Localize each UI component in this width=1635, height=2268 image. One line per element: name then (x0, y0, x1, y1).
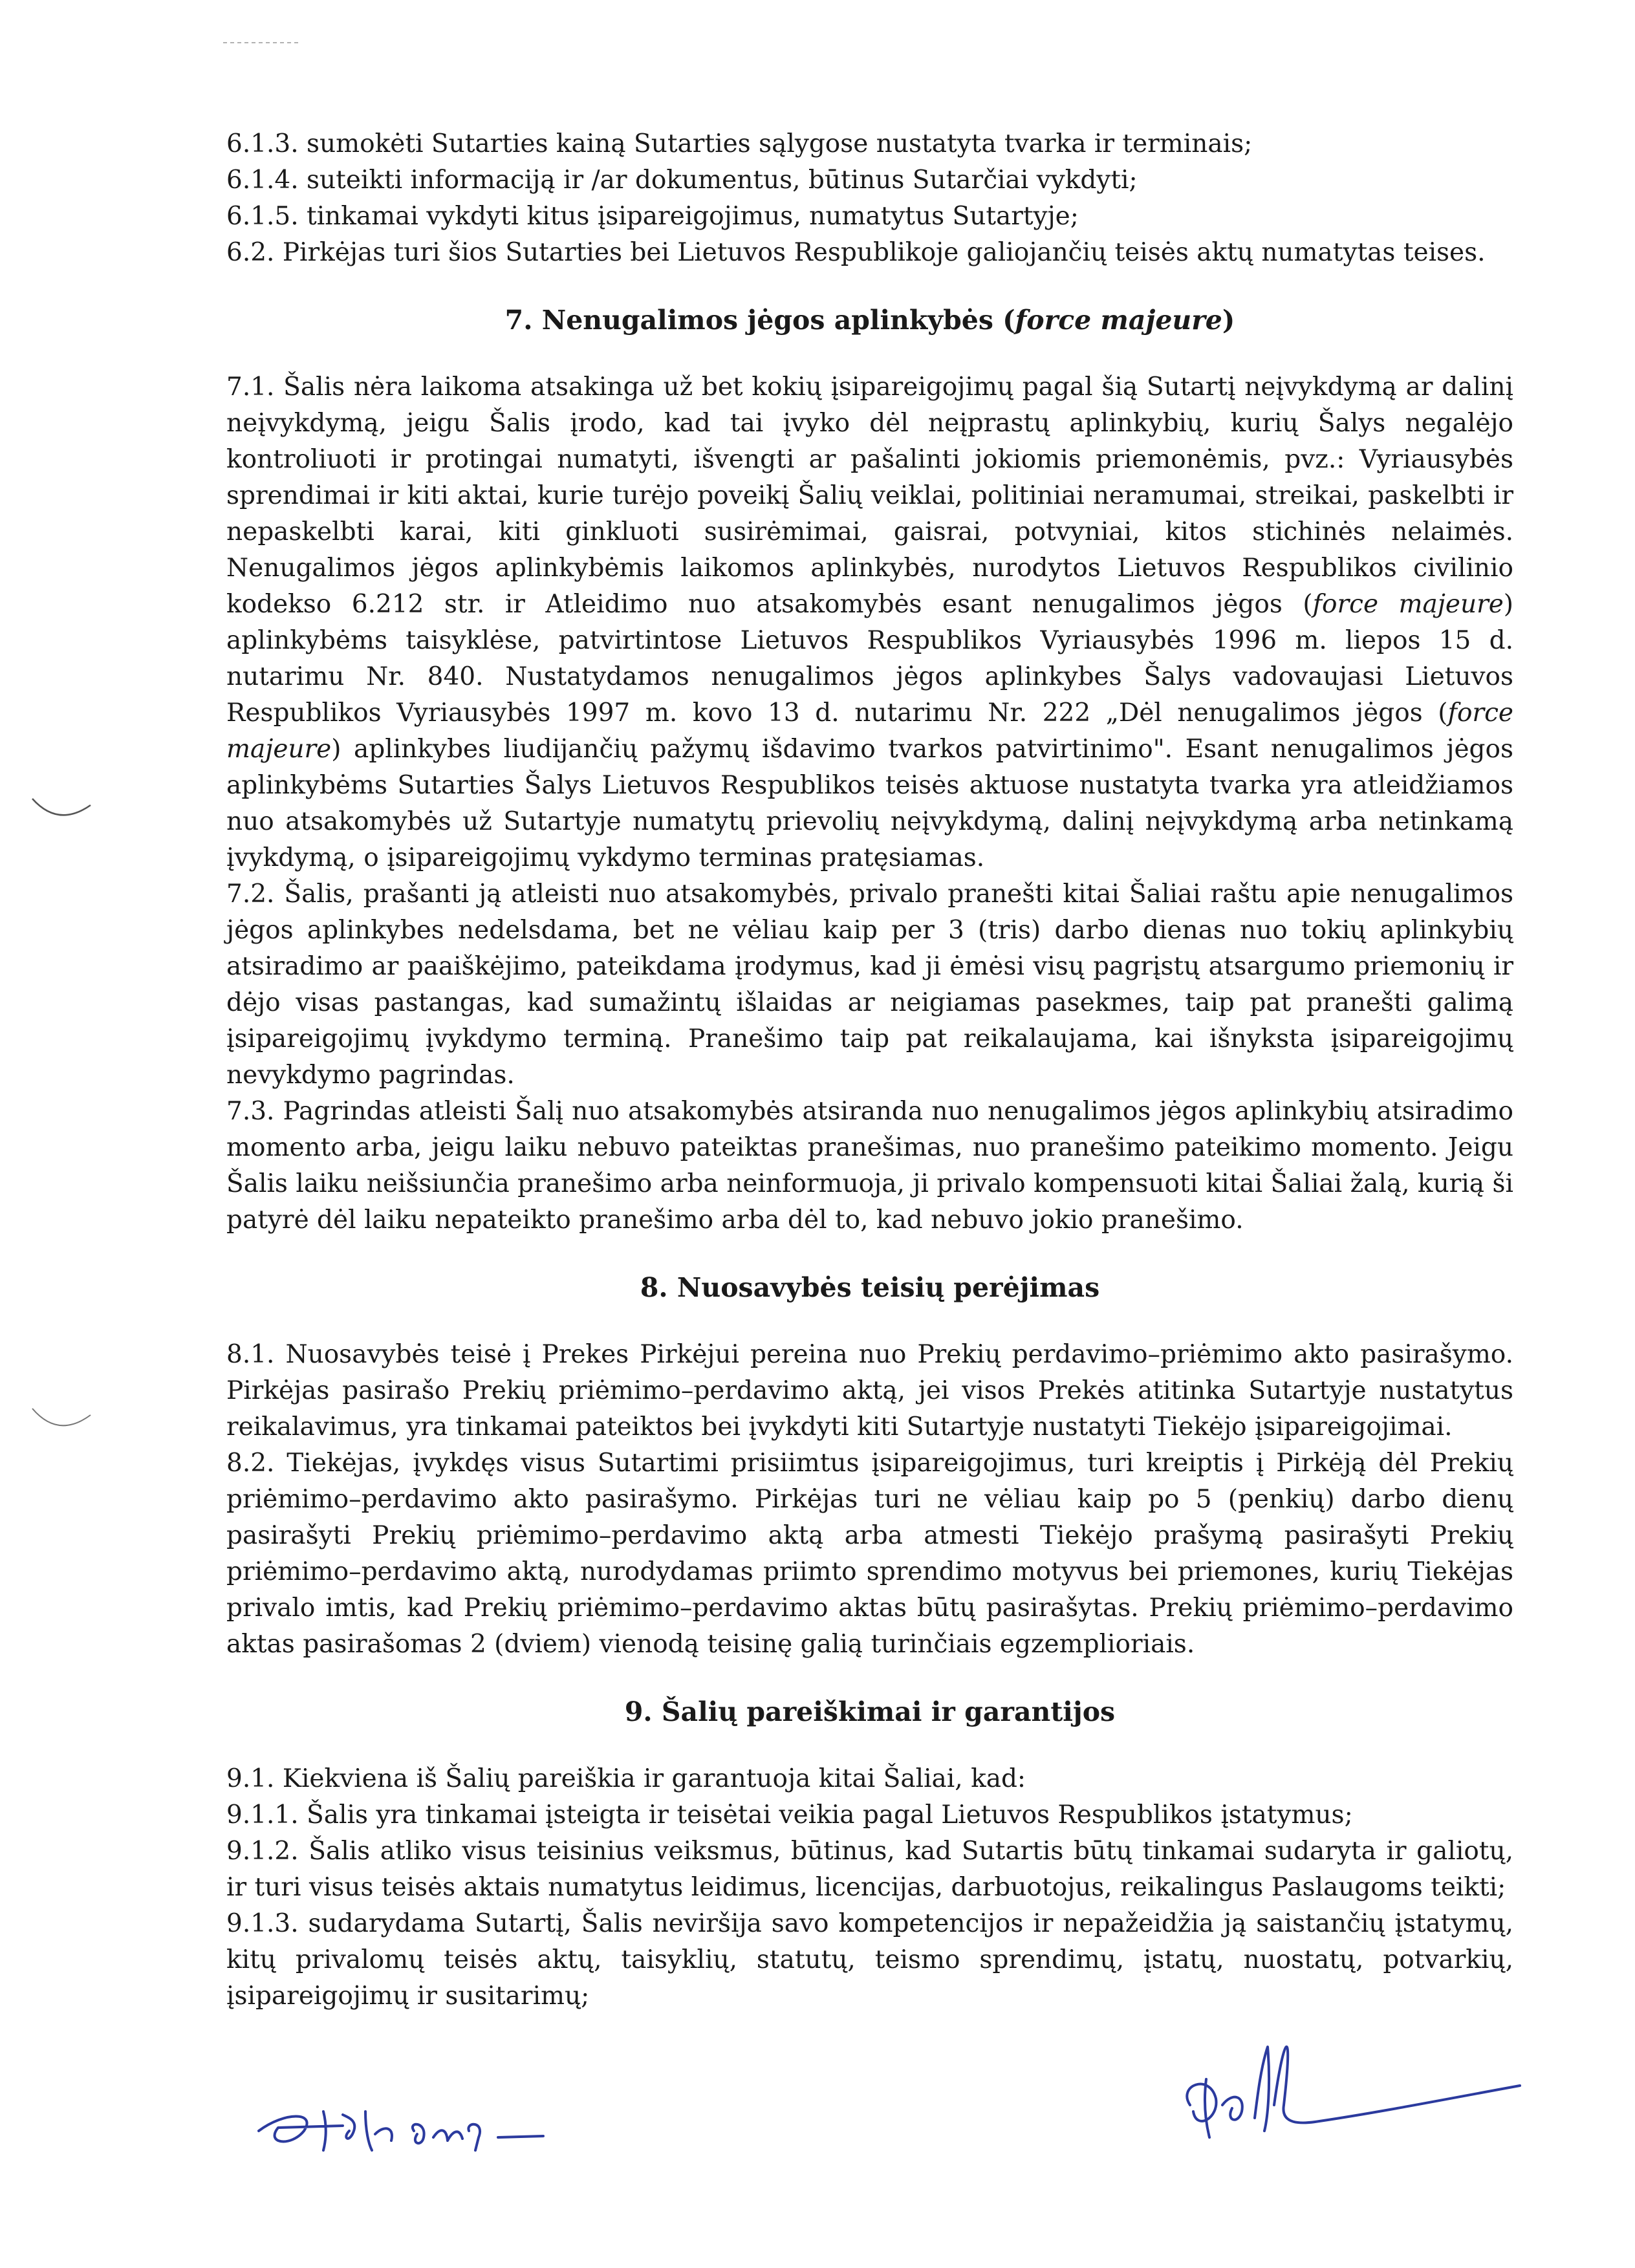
clause-8-2: 8.2. Tiekėjas, įvykdęs visus Sutartimi prisiimtus įsipareigojimus, turi kreiptis į Pirkėją dėl Prekių priėmimo–perdavimo akto pasirašymo. Pirkėjas turi ne vėliau kaip po 5 (penkių) darbo dienų pasirašyti Prekių priėmimo–perdavimo aktą arba atmesti Tiekėjo prašymą pasirašyti Prekių priėmimo–perdavimo aktą, nurodydamas priimto sprendimo motyvus bei priemones, kurių Tiekėjas privalo imtis, kad Prekių priėmimo–perdavimo aktas būtų pasirašytas. Prekių priėmimo–perdavimo aktas pasirašomas 2 (dviem) vienodą teisinę galią turinčiais egzemplioriais. (226, 1449, 1513, 1659)
signature-right-icon (1171, 2008, 1533, 2150)
clause-6-2: 6.2. Pirkėjas turi šios Sutarties bei Lietuvos Respublikoje galiojančių teisės aktų numatytas teises. (226, 238, 1486, 267)
clause-9-1-1: 9.1.1. Šalis yra tinkamai įsteigta ir teisėtai veikia pagal Lietuvos Respublikos įstatymus; (226, 1800, 1353, 1830)
clause-9-1: 9.1. Kiekviena iš Šalių pareiškia ir garantuoja kitai Šaliai, kad: (226, 1764, 1026, 1793)
clause-7-3: 7.3. Pagrindas atleisti Šalį nuo atsakomybės atsiranda nuo nenugalimos jėgos aplinkybių atsiradimo momento arba, jeigu laiku nebuvo pateiktas pranešimas, nuo pranešimo pateikimo momento. Jeigu Šalis laiku neišsiunčia pranešimo arba neinformuoja, ji privalo kompensuoti kitai Šaliai žalą, kurią ši patyrė dėl laiku nepateikto pranešimo arba dėl to, kad nebuvo jokio pranešimo. (226, 1097, 1513, 1235)
signature-left-icon (246, 2086, 608, 2163)
clause-9-1-2: 9.1.2. Šalis atliko visus teisinius veiksmus, būtinus, kad Sutartis būtų tinkamai sudaryta ir galiotų, ir turi visus teisės aktais numatytus leidimus, licencijas, darbuotojus, reikalingus Paslaugoms teikti; (226, 1837, 1513, 1902)
clause-7-1: 7.1. Šalis nėra laikoma atsakinga už bet kokių įsipareigojimų pagal šią Sutartį neįvykdymą ar dalinį neįvykdymą, jeigu Šalis įrodo, kad tai įvyko dėl neįprastų aplinkybių, kurių Šalys negalėjo kontroliuoti ir protingai numatyti, išvengti ar pašalinti jokiomis priemonėmis, pvz.: Vyriausybės sprendimai ir kiti aktai, kurie turėjo poveikį Šalių veiklai, politiniai neramumai, streikai, paskelbti ir nepaskelbti karai, kiti ginkluoti susirėmimai, gaisrai, potvyniai, kitos stichinės nelaimės. Nenugalimos jėgos aplinkybėmis laikomos aplinkybės, nurodytos Lietuvos Respublikos civilinio kodekso 6.212 str. ir Atleidimo nuo atsakomybės esant nenugalimos jėgos (force majeure) aplinkybėms taisyklėse, patvirtintose Lietuvos Respublikos Vyriausybės 1996 m. liepos 15 d. nutarimu Nr. 840. Nustatydamos nenugalimos jėgos aplinkybes Šalys vadovaujasi Lietuvos Respublikos Vyriausybės 1997 m. kovo 13 d. nutarimu Nr. 222 „Dėl nenugalimos jėgos (force majeure) aplinkybes liudijančių pažymų išdavimo tvarkos patvirtinimo". Esant nenugalimos jėgos aplinkybėms Sutarties Šalys Lietuvos Respublikos teisės aktuose nustatyta tvarka yra atleidžiamos nuo atsakomybės už Sutartyje numatytų prievolių neįvykdymą, dalinį neįvykdymą arba netinkamą įvykdymą, o įsipareigojimų vykdymo terminas pratęsiamas. (226, 373, 1514, 872)
clause-6-1-5: 6.1.5. tinkamai vykdyti kitus įsipareigojimus, numatytus Sutartyje; (226, 202, 1079, 231)
clause-7-2: 7.2. Šalis, prašanti ją atleisti nuo atsakomybės, privalo pranešti kitai Šaliai raštu apie nenugalimos jėgos aplinkybes nedelsdama, bet ne vėliau kaip per 3 (tris) darbo dienas nuo tokių aplinkybių atsiradimo ar paaiškėjimo, pateikdama įrodymus, kad ji ėmėsi visų pagrįstų atsargumo priemonių ir dėjo visas pastangas, kad sumažintų išlaidas ar neigiamas pasekmes, taip pat pranešti galimą įsipareigojimų įvykdymo terminą. Pranešimo taip pat reikalaujama, kai išnyksta įsipareigojimų nevykdymo pagrindas. (226, 880, 1513, 1090)
section-7-title: 7. Nenugalimos jėgos aplinkybės (force majeure) (504, 305, 1235, 336)
clause-6-1-4: 6.1.4. suteikti informaciją ir /ar dokumentus, būtinus Sutarčiai vykdyti; (226, 166, 1138, 195)
clause-6-1-3: 6.1.3. sumokėti Sutarties kainą Sutarties sąlygose nustatyta tvarka ir terminais; (226, 129, 1253, 158)
binder-hole-mark (26, 1403, 103, 1442)
clause-8-1: 8.1. Nuosavybės teisė į Prekes Pirkėjui pereina nuo Prekių perdavimo–priėmimo akto pasirašymo. Pirkėjas pasirašo Prekių priėmimo–perdavimo aktą, jei visos Prekės atitinka Sutartyje nustatytus reikalavimus, yra tinkamai pateiktos bei įvykdyti kiti Sutartyje nustatyti Tiekėjo įsipareigojimai. (226, 1340, 1513, 1442)
clause-9-1-3: 9.1.3. sudarydama Sutartį, Šalis neviršija savo kompetencijos ir nepažeidžia ją saistančių įstatymų, kitų privalomų teisės aktų, taisyklių, statutų, teismo sprendimų, įstatų, nuostatų, potvarkių, įsipareigojimų ir susitarimų; (226, 1909, 1513, 2011)
section-9-title: 9. Šalių pareiškimai ir garantijos (624, 1696, 1116, 1727)
document-body (226, 126, 1513, 2014)
scan-dash-mark (223, 39, 301, 47)
section-8-title: 8. Nuosavybės teisių perėjimas (640, 1272, 1100, 1303)
binder-hole-mark (26, 792, 103, 831)
